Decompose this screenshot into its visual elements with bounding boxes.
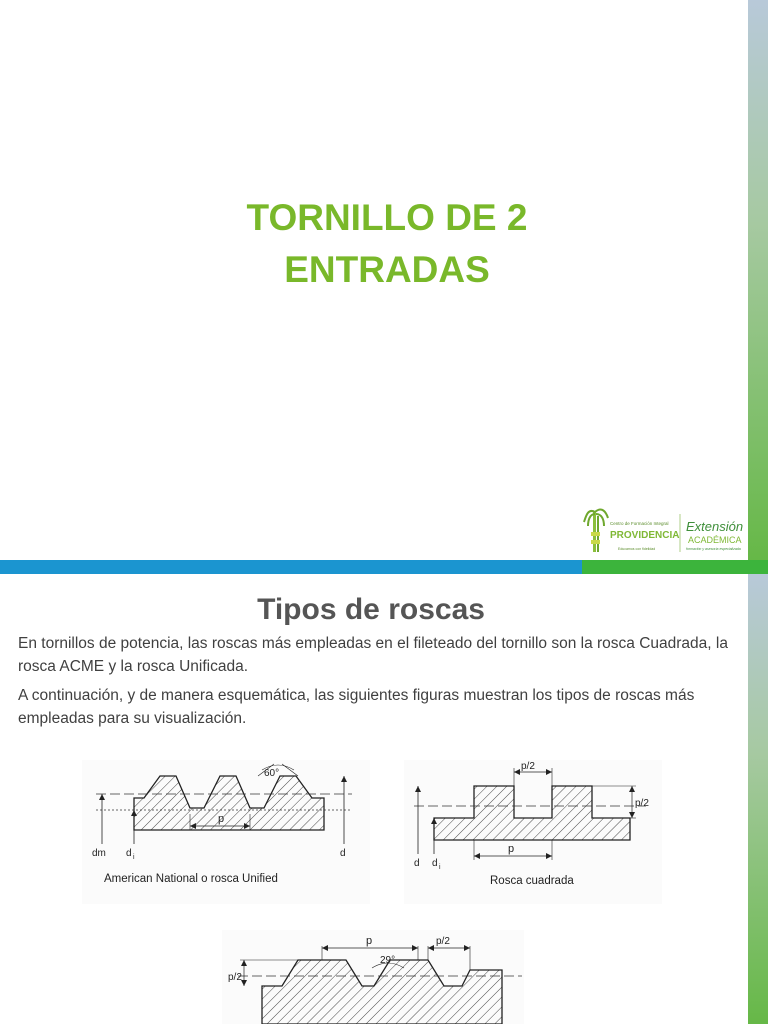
paragraph-1: En tornillos de potencia, las roscas más empleadas en el fileteado del tornillo son la rosca Cuadrada, la rosca ACME y la rosca Unificada. — [18, 635, 728, 675]
logo-ext-line1: Extensión — [686, 519, 744, 534]
acme-angle-label: 29° — [380, 955, 396, 966]
logo-tagline: Educamos con fidelidad — [618, 547, 656, 551]
logo-name: PROVIDENCIA — [610, 530, 680, 541]
logo-small-text: Centro de Formación Integral — [610, 521, 669, 526]
square-di-label: d — [432, 858, 438, 869]
slide-heading: Tipos de roscas — [257, 593, 485, 626]
square-pitch-label: p — [508, 843, 515, 855]
acme-half-pitch-top: p/2 — [436, 936, 450, 947]
logos — [582, 502, 746, 558]
unified-angle-label: 60° — [264, 768, 280, 779]
unified-di-sub: i — [133, 854, 135, 861]
sidebar-gradient — [748, 0, 768, 560]
slide-title-text — [150, 192, 624, 296]
square-half-pitch-side: p/2 — [635, 798, 649, 809]
logo-extension — [686, 519, 743, 551]
unified-dm-label: dm — [92, 848, 106, 859]
square-d-label: d — [414, 858, 420, 869]
title-line-1: TORNILLO DE 2 — [246, 197, 528, 238]
slide-content — [0, 574, 768, 1024]
title-line-2: ENTRADAS — [284, 249, 490, 290]
acme-pitch-label: p — [366, 935, 373, 947]
unified-pitch-label: p — [218, 813, 225, 825]
slide-divider — [0, 560, 768, 574]
square-di-sub: i — [439, 864, 441, 871]
unified-thread-profile — [134, 776, 324, 830]
acme-half-pitch-side: p/2 — [228, 972, 242, 983]
divider-blue — [0, 560, 582, 574]
unified-d-label: d — [340, 848, 346, 859]
divider-green — [582, 560, 768, 574]
paragraph-2: A continuación, y de manera esquemática, las siguientes figuras muestran los tipos de roscas más empleadas para su visualización. — [18, 687, 695, 727]
unified-di-label: d — [126, 848, 132, 859]
figure-square-thread — [404, 760, 662, 904]
logo-ext-tagline: formación y asesoría especializada — [686, 547, 741, 551]
palm-tree-icon — [584, 510, 608, 552]
unified-caption: American National o rosca Unified — [104, 873, 278, 885]
figure-acme-thread — [222, 930, 524, 1024]
logo-ext-line2: ACADÉMICA — [688, 535, 742, 545]
square-half-pitch-top: p/2 — [521, 761, 535, 772]
figure-unified-thread — [82, 760, 370, 904]
logo-providencia — [582, 502, 746, 558]
square-caption: Rosca cuadrada — [490, 875, 574, 887]
sidebar-gradient-2 — [748, 574, 768, 1024]
